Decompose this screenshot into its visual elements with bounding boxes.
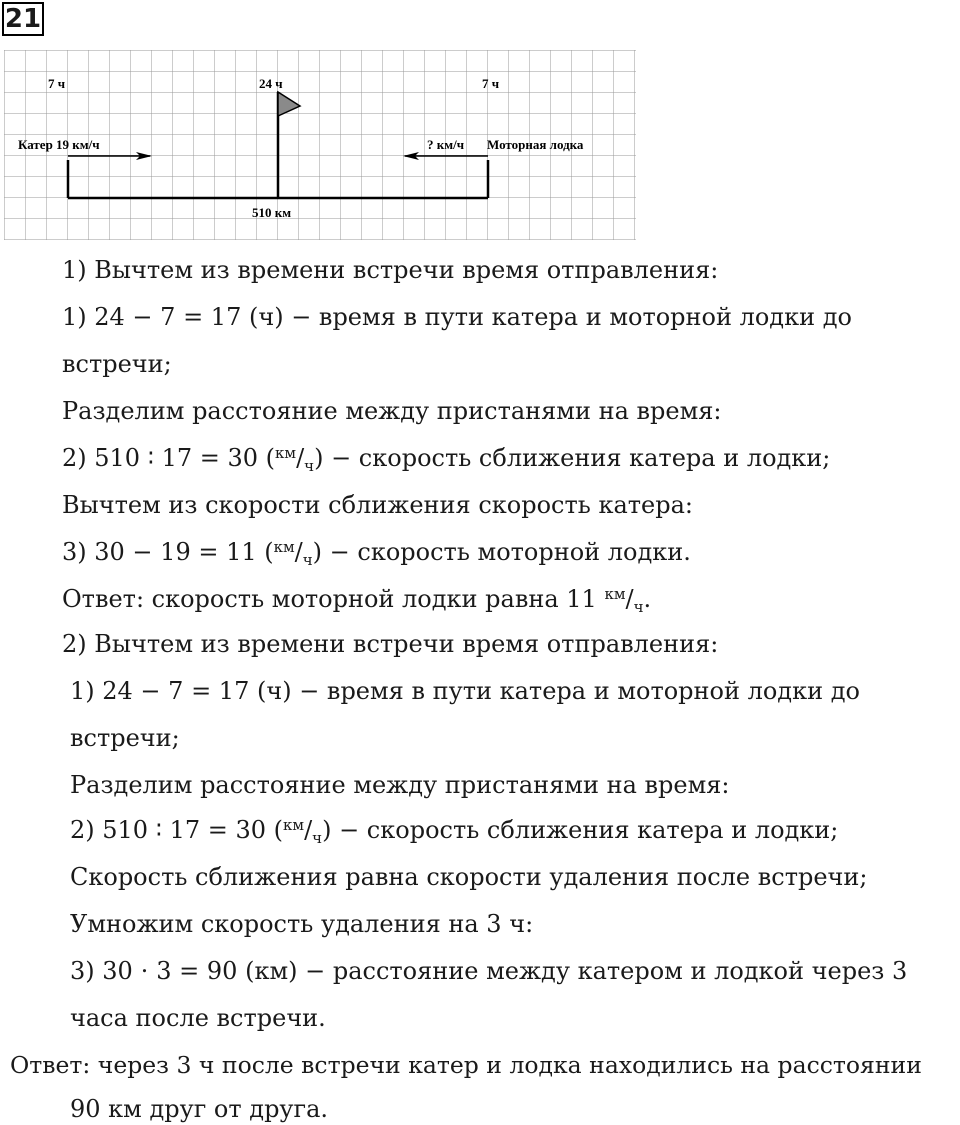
p1-line-1: 1) Вычтем из времени встречи время отправления:	[62, 256, 719, 284]
p1-answer	[62, 584, 651, 614]
unit-km-per-h: $^{км}/_ч$	[275, 444, 315, 475]
motion-diagram	[0, 48, 640, 243]
p2-line-3: встречи;	[70, 724, 180, 752]
p1-line-7-a: 3) 30 − 19 = 11 (	[62, 538, 274, 566]
unit-km-per-h: $^{км}/_ч$	[273, 538, 313, 569]
p1-line-7-b: ) − скорость моторной лодки.	[312, 538, 691, 566]
task-number-box	[2, 2, 44, 36]
p2-line-5-b: ) − скорость сближения катера и лодки;	[322, 816, 839, 844]
left-time-label: 7 ч	[48, 76, 66, 91]
boat-right-speed-label: ? км/ч	[427, 137, 465, 152]
meet-time-label: 24 ч	[259, 76, 283, 91]
p2-answer-line-1: Ответ: через 3 ч после встречи катер и лодка находились на расстоянии	[10, 1051, 922, 1079]
unit-km-per-h: $^{км}/_ч$	[283, 816, 323, 847]
p1-line-3: встречи;	[62, 350, 172, 378]
p1-line-5	[62, 443, 830, 473]
boat-right-name-label: Моторная лодка	[487, 137, 584, 152]
task-number: 21	[4, 4, 42, 34]
p2-line-5	[70, 815, 838, 845]
p1-line-4: Разделим расстояние между пристанями на время:	[62, 397, 722, 425]
p1-line-6: Вычтем из скорости сближения скорость катера:	[62, 491, 693, 519]
p2-line-5-a: 2) 510 ∶ 17 = 30 (	[70, 816, 284, 844]
unit-km-per-h: $^{км}/_ч$	[604, 585, 644, 616]
p2-line-4: Разделим расстояние между пристанями на время:	[70, 771, 730, 799]
distance-label: 510 км	[252, 205, 292, 220]
p2-line-7: Умножим скорость удаления на 3 ч:	[70, 910, 534, 938]
p2-line-6: Скорость сближения равна скорости удаления после встречи;	[70, 863, 868, 891]
p2-answer-line-2: 90 км друг от друга.	[70, 1095, 329, 1123]
p2-line-8: 3) 30 ⋅ 3 = 90 (км) − расстояние между катером и лодкой через 3	[70, 957, 908, 985]
p2-line-1: 2) Вычтем из времени встречи время отправления:	[62, 630, 719, 658]
p1-line-7	[62, 537, 691, 567]
p1-line-5-b: ) − скорость сближения катера и лодки;	[314, 444, 831, 472]
p1-answer-a: Ответ: скорость моторной лодки равна 11	[62, 585, 605, 613]
p1-line-5-a: 2) 510 ∶ 17 = 30 (	[62, 444, 276, 472]
p1-line-2: 1) 24 − 7 = 17 (ч) − время в пути катера и моторной лодки до	[62, 303, 852, 331]
right-time-label: 7 ч	[482, 76, 500, 91]
p1-answer-b: .	[643, 585, 652, 613]
p2-line-2: 1) 24 − 7 = 17 (ч) − время в пути катера и моторной лодки до	[70, 677, 860, 705]
boat-left-label: Катер 19 км/ч	[18, 137, 100, 152]
p2-line-9: часа после встречи.	[70, 1004, 326, 1032]
